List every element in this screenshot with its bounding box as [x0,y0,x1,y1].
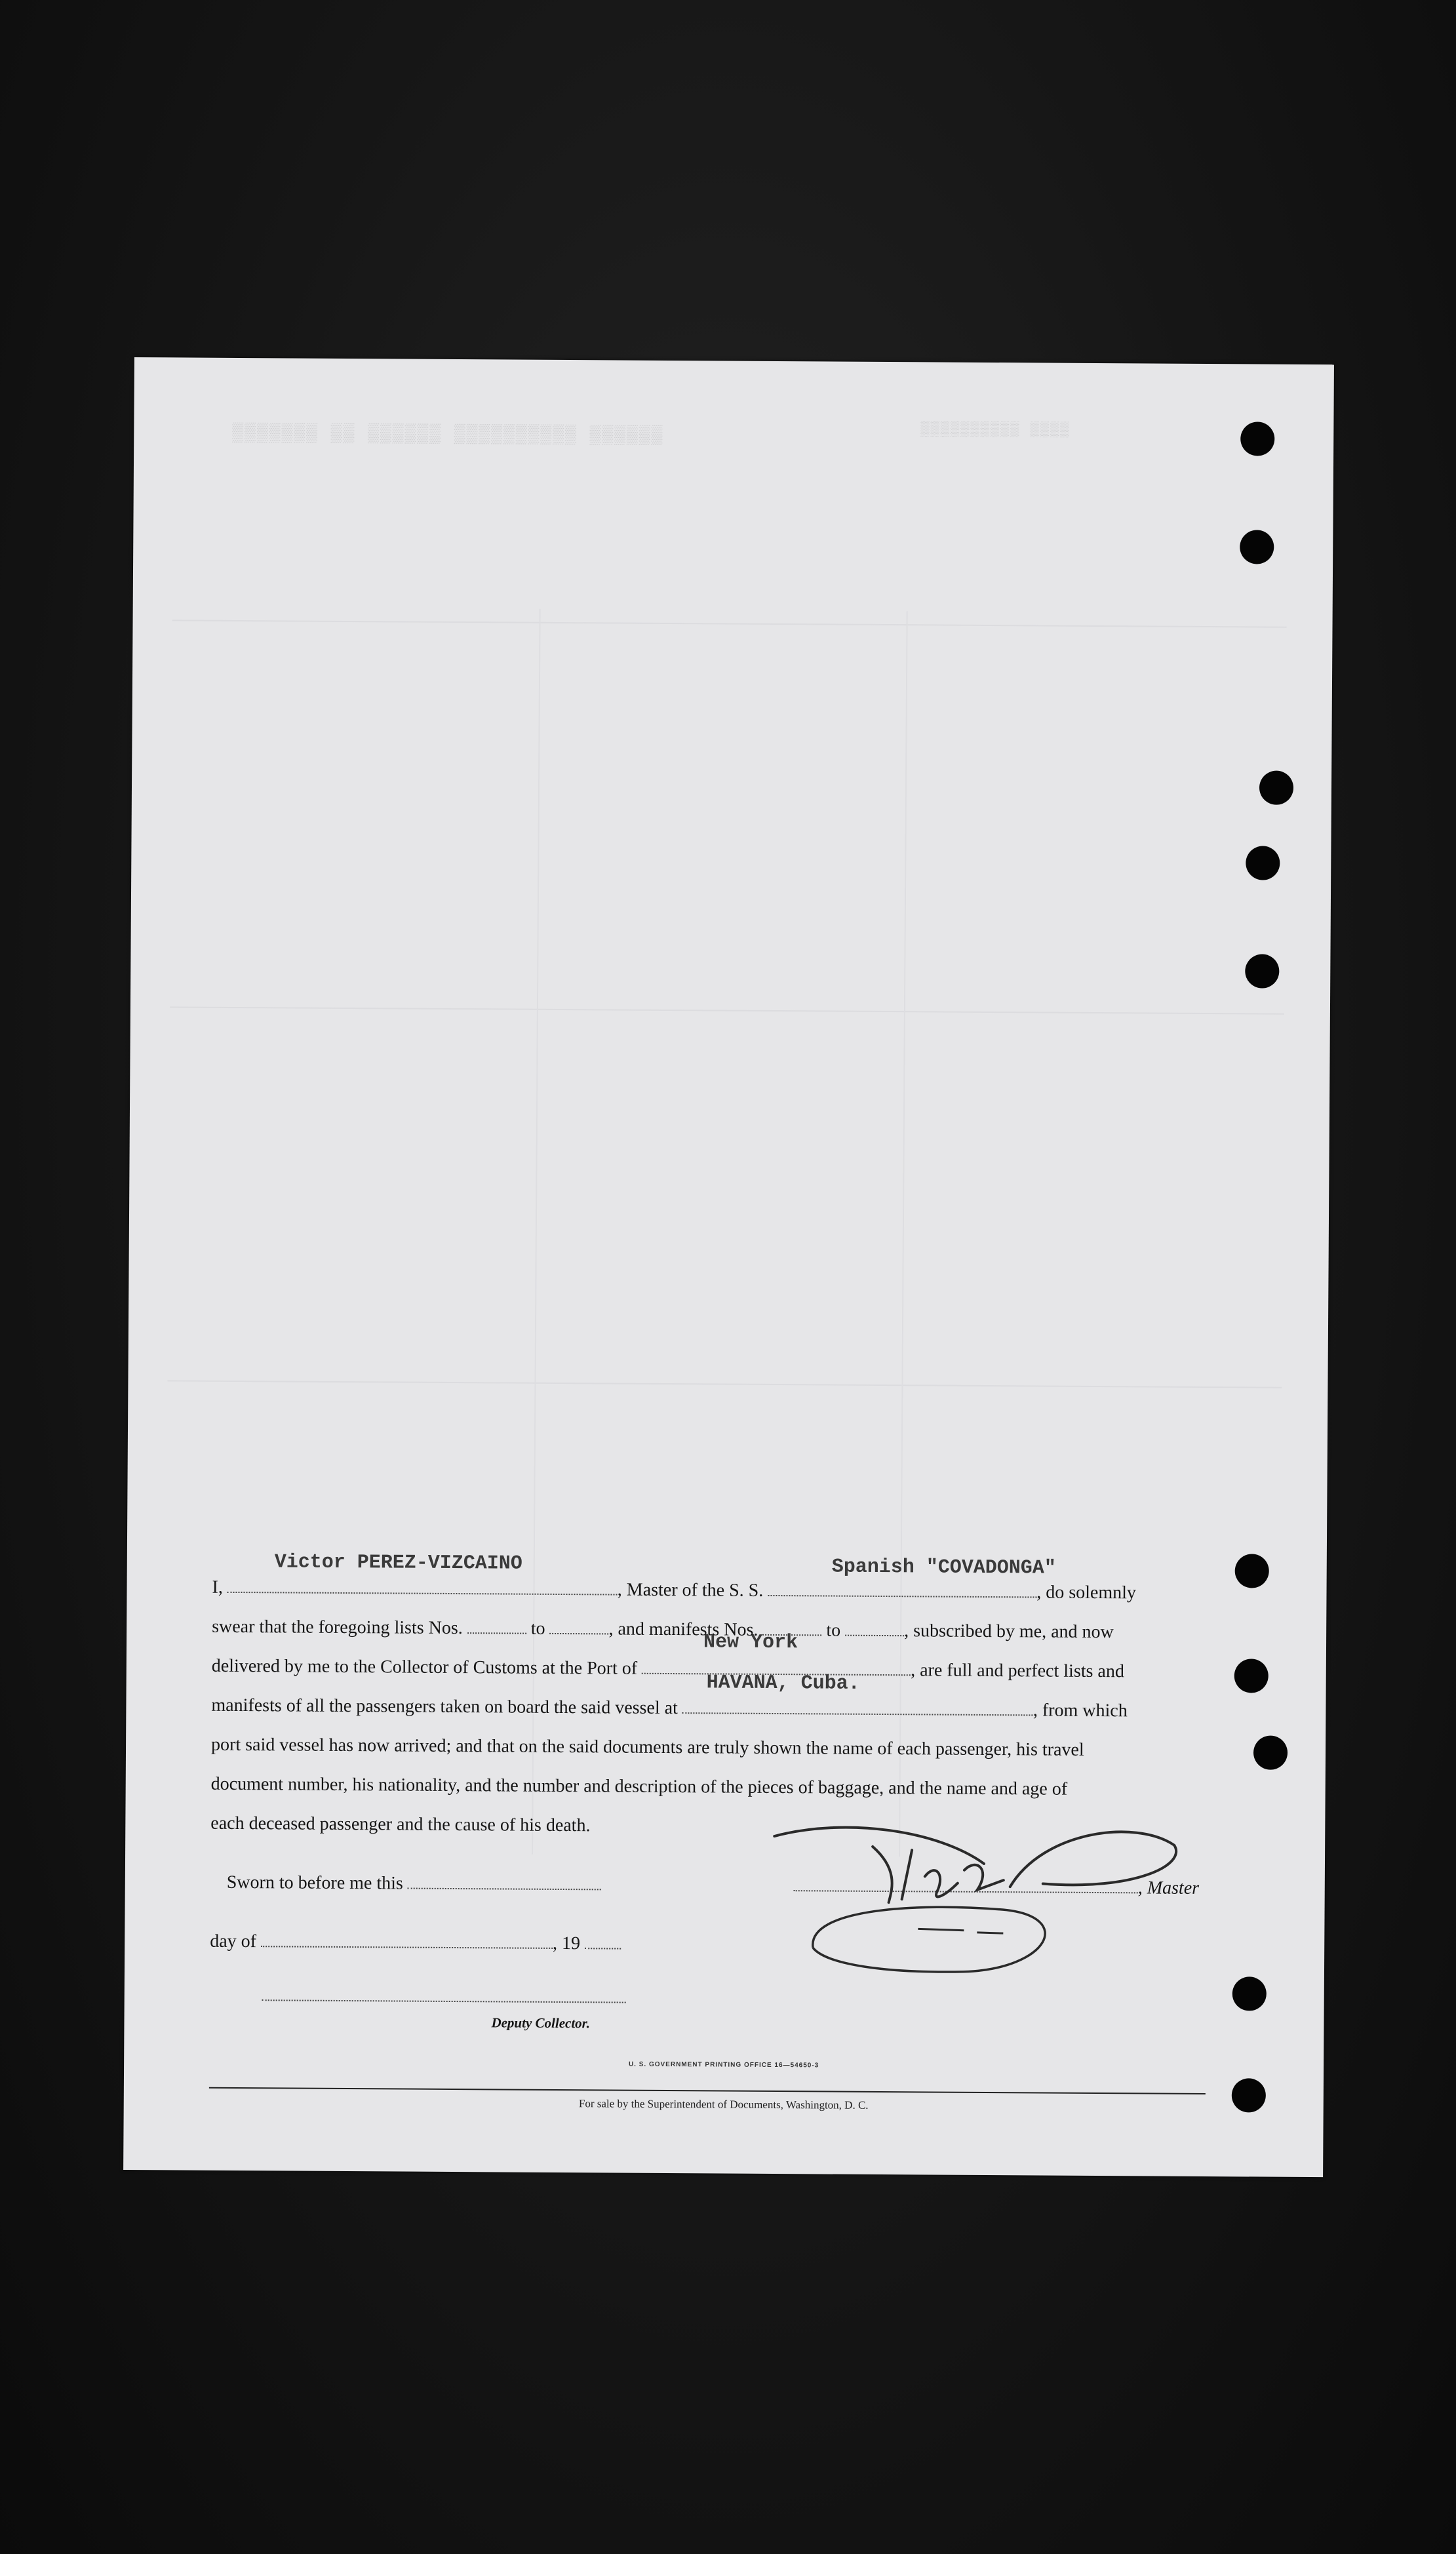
deputy-collector-caption [491,2014,688,2042]
deputy-collector-label: Deputy Collector. [491,2014,591,2032]
master-label: , Master [1137,1877,1200,1898]
oath-text: , Master of the S. S. [617,1579,764,1601]
punch-hole [1253,1735,1288,1769]
punch-hole [1240,530,1274,564]
blank-list-to [549,1619,608,1635]
bleed-through-rule [172,619,1287,627]
blank-year [585,1933,621,1949]
blank-master-name [227,1577,618,1596]
oath-text: delivered by me to the Collector of Customs at the Port of [211,1655,638,1679]
oath-line-1 [212,1577,1215,1609]
typed-master-name: Victor PEREZ-VIZCAINO [274,1551,522,1575]
punch-hole [1246,846,1280,880]
sworn-label: Sworn to before me this [226,1872,403,1894]
typed-port-of-arrival: New York [703,1631,798,1655]
printing-office-imprint: U. S. GOVERNMENT PRINTING OFFICE 16—54650-3 [628,2060,819,2070]
master-signature-handwritten [767,1810,1188,1976]
oath-text: each deceased passenger and the cause of his death. [210,1813,591,1836]
oath-text: to [826,1620,841,1641]
blank-port-of-arrival [642,1659,911,1676]
punch-hole [1240,422,1274,456]
blank-list-from [467,1618,526,1634]
footer-rule [209,2087,1206,2094]
punch-hole [1245,954,1279,988]
bleed-through-text: ▒▒▒▒▒▒▒▒▒▒ ▒▒▒▒ [920,421,1071,439]
oath-text: , do solemnly [1036,1582,1137,1603]
typed-vessel-name: Spanish "COVADONGA" [831,1556,1056,1580]
blank-manifest-from [762,1620,821,1636]
punch-hole [1259,770,1293,804]
blank-deputy-signature [262,1985,626,2003]
deputy-collector-line [262,1985,629,2013]
oath-text: document number, his nationality, and the number and description of the pieces of baggage, and the name and age of [210,1773,1068,1799]
bleed-through-rule [170,1006,1284,1014]
oath-line-2 [212,1617,1215,1649]
oath-line-5 [211,1735,1214,1767]
year-label: , 19 [552,1933,581,1954]
blank-port-of-departure [682,1698,1033,1716]
oath-text: , are full and perfect lists and [911,1660,1124,1682]
blank-month [261,1931,553,1949]
oath-line-4 [211,1695,1214,1727]
oath-text: , subscribed by me, and now [904,1621,1114,1643]
typed-port-of-departure: HAVANA, Cuba. [706,1672,860,1695]
oath-text: to [530,1618,545,1639]
oath-line-3 [212,1656,1215,1688]
blank-vessel-name [768,1581,1036,1598]
blank-manifest-to [845,1621,904,1637]
bleed-through-text: ▒▒▒▒▒▒▒ ▒▒ ▒▒▒▒▒▒ ▒▒▒▒▒▒▒▒▒▒ ▒▒▒▒▒▒ [232,423,664,446]
manifest-page [123,357,1334,2177]
oath-line-6 [211,1774,1214,1806]
punch-hole [1235,1554,1269,1588]
bleed-through-rule [167,1380,1282,1388]
oath-text: swear that the foregoing lists Nos. [212,1616,463,1639]
oath-text: manifests of all the passengers taken on board the said vessel at [211,1695,678,1719]
for-sale-notice: For sale by the Superintendent of Documents, Washington, D. C. [578,2097,869,2112]
oath-text: port said vessel has now arrived; and that on the said documents are truly shown the name of each passenger, his travel [210,1734,1084,1760]
blank-sworn-date [408,1874,601,1891]
day-label: day of [210,1931,257,1952]
oath-text: , from which [1033,1700,1128,1721]
oath-text: I, [212,1577,223,1598]
punch-hole [1234,1659,1269,1693]
oath-text: , and manifests Nos. [608,1619,758,1640]
punch-hole [1232,1976,1267,2011]
